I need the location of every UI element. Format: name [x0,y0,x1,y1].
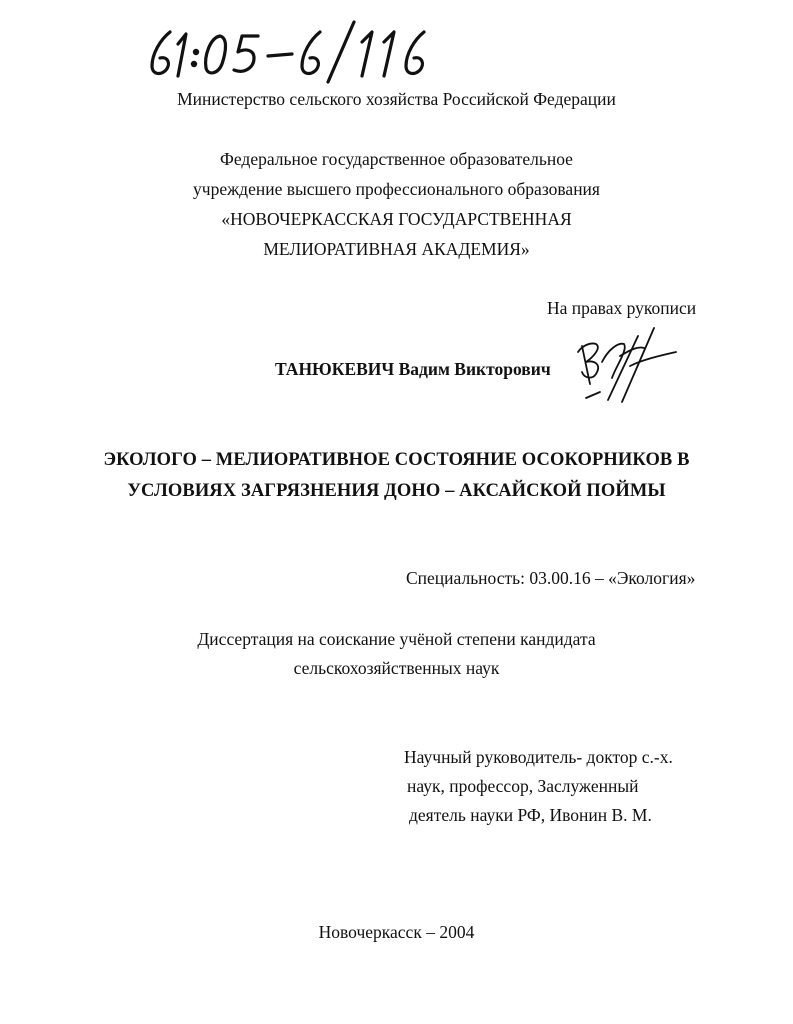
author-surname: ТАНЮКЕВИЧ [275,359,395,379]
dissertation-line-2: сельскохозяйственных наук [293,658,500,678]
ministry-name: Министерство сельского хозяйства Российской Федерации [177,89,616,109]
author-name: Вадим Викторович [398,359,551,379]
supervisor-line-1: Научный руководитель- доктор с.-х. [404,747,673,767]
specialty: Специальность: 03.00.16 – «Экология» [406,568,696,588]
city-year: Новочеркасск – 2004 [318,922,475,942]
institution-line-3: «НОВОЧЕРКАССКАЯ ГОСУДАРСТВЕННАЯ [221,209,572,229]
manuscript-rights: На правах рукописи [547,298,697,318]
supervisor-line-3: деятель науки РФ, Ивонин В. М. [409,805,652,825]
institution-line-4: МЕЛИОРАТИВНАЯ АКАДЕМИЯ» [263,239,530,259]
institution-line-1: Федеральное государственное образовательное [220,149,573,169]
supervisor-line-2: наук, профессор, Заслуженный [407,776,639,796]
handwritten-archive-code [140,14,500,84]
institution-line-2: учреждение высшего профессионального образования [193,179,600,199]
signature [572,322,682,404]
author-line [275,359,551,379]
thesis-title-line-2: УСЛОВИЯХ ЗАГРЯЗНЕНИЯ ДОНО – АКСАЙСКОЙ ПОЙМЫ [127,481,666,501]
thesis-title-line-1: ЭКОЛОГО – МЕЛИОРАТИВНОЕ СОСТОЯНИЕ ОСОКОРНИКОВ В [103,450,690,470]
dissertation-line-1: Диссертация на соискание учёной степени кандидата [197,629,596,649]
